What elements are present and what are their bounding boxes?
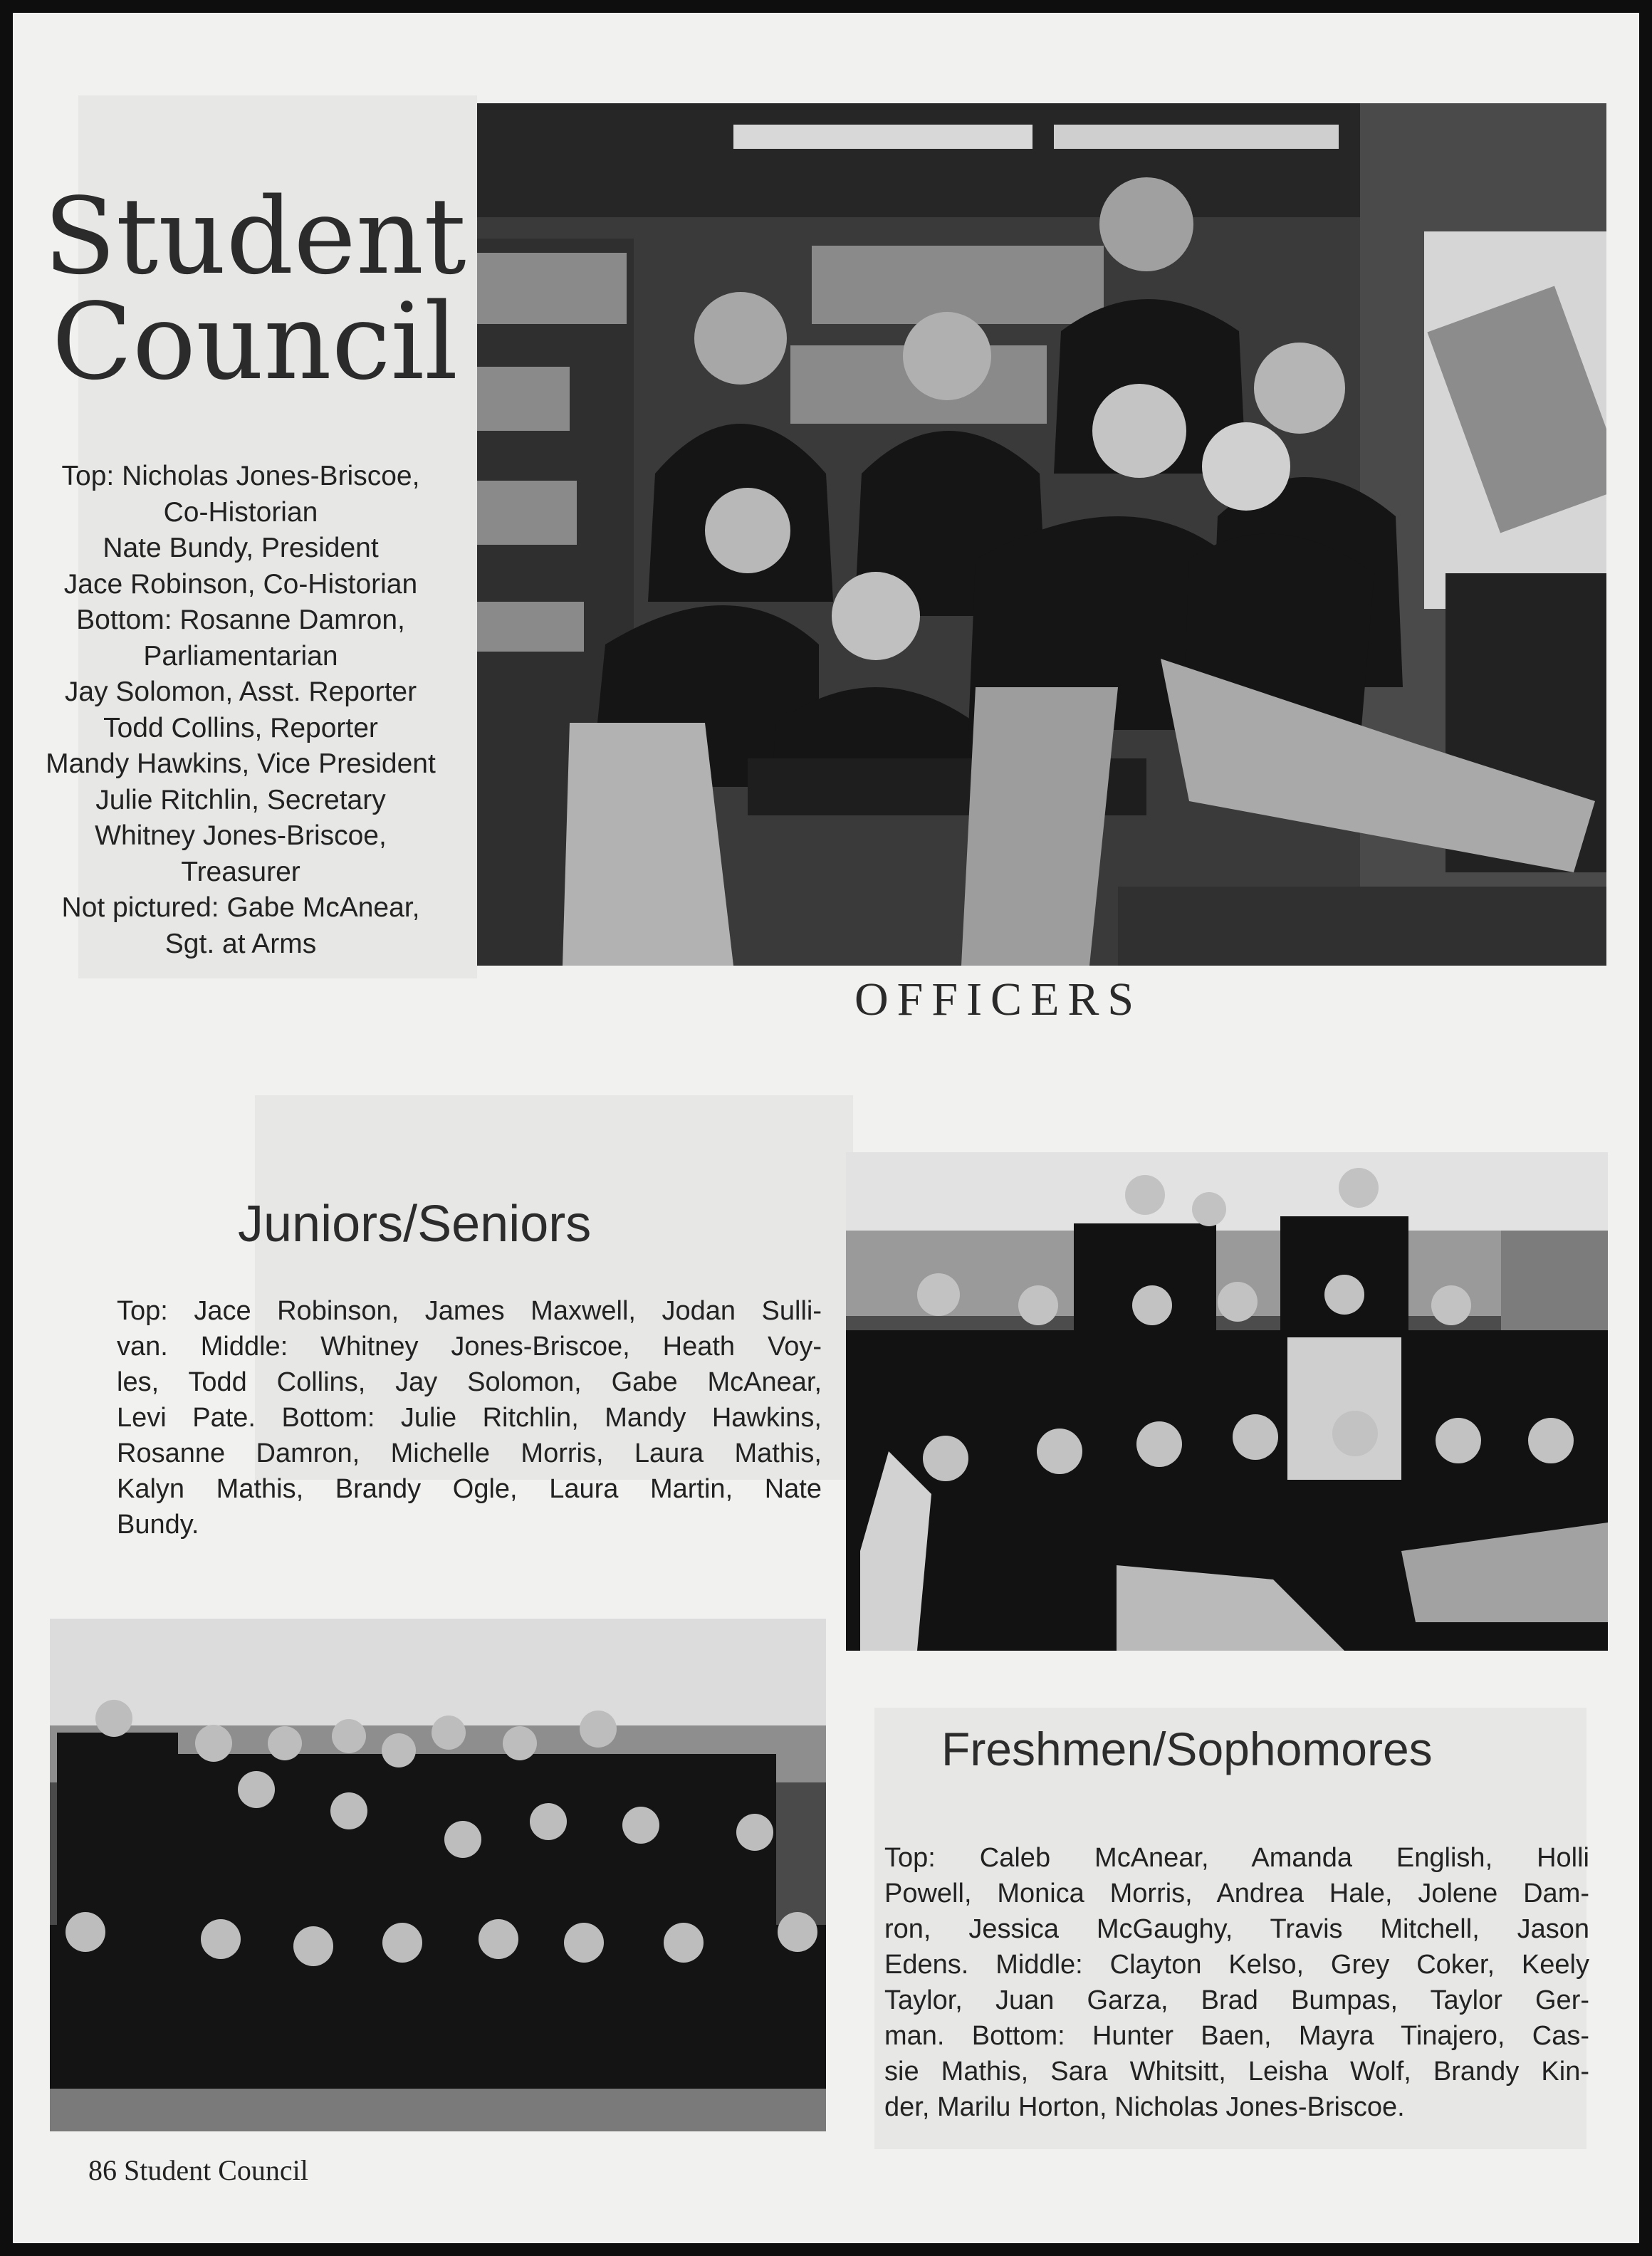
officer-line: Nate Bundy, President: [103, 533, 379, 563]
juniors-seniors-photo: [50, 1619, 826, 2131]
officer-line: Mandy Hawkins, Vice President: [46, 748, 436, 779]
officer-line: Co-Historian: [163, 496, 318, 528]
officer-line: Whitney Jones-Briscoe,: [95, 820, 387, 851]
names-line: man. Bottom: Hunter Baen, Mayra Tinajero, Cas-: [884, 2021, 1589, 2051]
officer-line: Jay Solomon, Asst. Reporter: [64, 677, 417, 707]
officer-line: Top: Nicholas Jones-Briscoe,: [61, 461, 420, 491]
officer-line: Bottom: Rosanne Damron,: [76, 605, 405, 635]
officer-line: Sgt. at Arms: [164, 928, 317, 959]
names-line: ron, Jessica McGaughy, Travis Mitchell, Jason: [884, 1914, 1589, 1944]
names-line: Top: Jace Robinson, James Maxwell, Jodan Sulli-: [117, 1296, 822, 1326]
names-line: les, Todd Collins, Jay Solomon, Gabe McAnear,: [117, 1367, 822, 1397]
title-line-2: Council: [51, 281, 459, 403]
freshmen-sophomores-names: [884, 1840, 1589, 2125]
officer-line: Not pictured: Gabe McAnear,: [61, 892, 420, 923]
officer-line: Jace Robinson, Co-Historian: [63, 568, 418, 600]
names-line: der, Marilu Horton, Nicholas Jones-Briscoe.: [884, 2092, 1405, 2122]
names-line: Top: Caleb McAnear, Amanda English, Holli: [884, 1843, 1589, 1873]
juniors-seniors-heading: Juniors/Seniors: [238, 1196, 592, 1253]
officer-line: Parliamentarian: [143, 640, 338, 672]
juniors-seniors-names: [117, 1293, 822, 1542]
names-line: Levi Pate. Bottom: Julie Ritchlin, Mandy Hawkins,: [117, 1403, 822, 1433]
freshmen-sophomores-photo: [846, 1152, 1608, 1651]
freshmen-sophomores-heading: Freshmen/Sophomores: [941, 1723, 1433, 1775]
names-line: Powell, Monica Morris, Andrea Hale, Jolene Dam-: [884, 1879, 1589, 1908]
names-line: Taylor, Juan Garza, Brad Bumpas, Taylor Ger-: [884, 1985, 1589, 2015]
names-line: van. Middle: Whitney Jones-Briscoe, Heath Voy-: [117, 1332, 822, 1362]
title-line-1: Student: [43, 175, 466, 298]
officers-caption-list: [13, 459, 469, 962]
names-line: Rosanne Damron, Michelle Morris, Laura Mathis,: [117, 1438, 822, 1468]
officers-photo: [477, 103, 1606, 966]
page-footer: 86 Student Council: [88, 2154, 308, 2186]
names-line: Edens. Middle: Clayton Kelso, Grey Coker, Keely: [884, 1950, 1589, 1980]
officer-line: Treasurer: [181, 856, 300, 887]
officers-section-caption: OFFICERS: [854, 973, 1143, 1025]
yearbook-page: [13, 13, 1639, 2243]
officer-line: Julie Ritchlin, Secretary: [95, 784, 386, 815]
officer-line: Todd Collins, Reporter: [103, 712, 378, 743]
names-line: Bundy.: [117, 1510, 199, 1540]
names-line: sie Mathis, Sara Whitsitt, Leisha Wolf, Brandy Kin-: [884, 2057, 1589, 2087]
page-title: [41, 175, 469, 403]
names-line: Kalyn Mathis, Brandy Ogle, Laura Martin, Nate: [117, 1474, 822, 1504]
